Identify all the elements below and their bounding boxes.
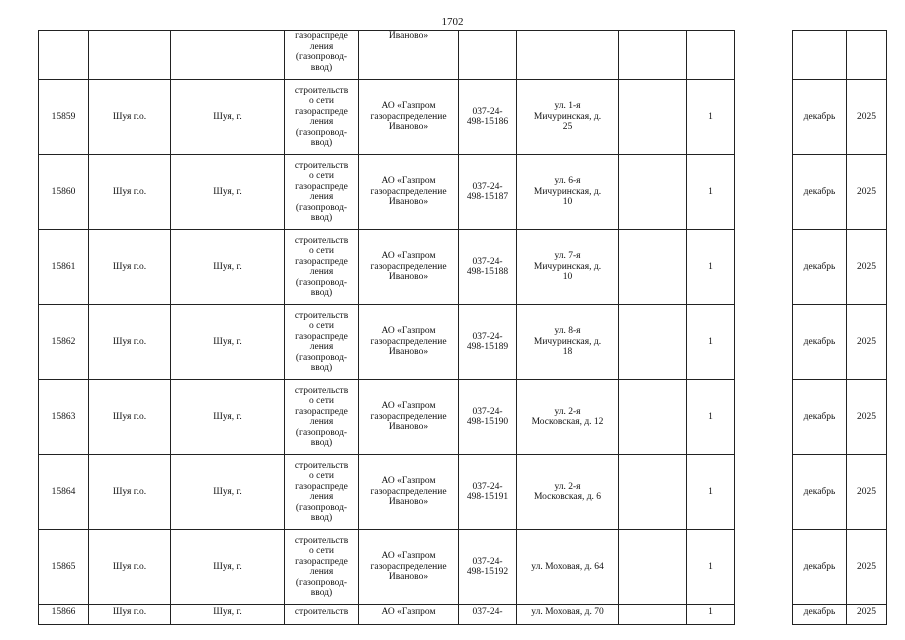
blank-cell xyxy=(619,80,687,155)
month-cell: декабрь xyxy=(793,530,847,605)
locality-cell: Шуя, г. xyxy=(171,380,285,455)
blank-cell xyxy=(619,230,687,305)
blank-cell xyxy=(735,230,793,305)
address-cell: ул. 2-я Московская, д. 12 xyxy=(517,380,619,455)
organization-cell: АО «Газпром газораспределение Иваново» xyxy=(359,230,459,305)
organization-cell: АО «Газпром газораспределение Иваново» xyxy=(359,530,459,605)
number-cell: 15862 xyxy=(39,305,89,380)
work-type-cell: строительств о сети газораспреде ления (газопровод- ввод) xyxy=(285,155,359,230)
blank-cell xyxy=(735,31,793,80)
code-cell: 037-24- 498-15188 xyxy=(459,230,517,305)
blank-cell xyxy=(619,455,687,530)
number-cell xyxy=(39,31,89,80)
organization-cell: Иваново» xyxy=(359,31,459,80)
year-cell: 2025 xyxy=(847,230,887,305)
work-type-cell: строительств о сети газораспреде ления (газопровод- ввод) xyxy=(285,305,359,380)
month-cell: декабрь xyxy=(793,380,847,455)
organization-cell: АО «Газпром газораспределение Иваново» xyxy=(359,380,459,455)
number-cell: 15863 xyxy=(39,380,89,455)
work-type-cell: строительств о сети газораспреде ления (газопровод- ввод) xyxy=(285,455,359,530)
district-cell: Шуя г.о. xyxy=(89,455,171,530)
blank-cell xyxy=(735,305,793,380)
locality-cell: Шуя, г. xyxy=(171,155,285,230)
locality-cell xyxy=(171,31,285,80)
district-cell: Шуя г.о. xyxy=(89,230,171,305)
locality-cell: Шуя, г. xyxy=(171,230,285,305)
quantity-cell: 1 xyxy=(687,530,735,605)
quantity-cell xyxy=(687,31,735,80)
month-cell: декабрь xyxy=(793,155,847,230)
organization-cell: АО «Газпром газораспределение Иваново» xyxy=(359,455,459,530)
address-cell: ул. 7-я Мичуринская, д. 10 xyxy=(517,230,619,305)
code-cell: 037-24- xyxy=(459,605,517,625)
table-row xyxy=(39,305,887,380)
locality-cell: Шуя, г. xyxy=(171,605,285,625)
code-cell: 037-24- 498-15191 xyxy=(459,455,517,530)
work-type-cell: строительств о сети газораспреде ления (газопровод- ввод) xyxy=(285,230,359,305)
address-cell: ул. 1-я Мичуринская, д. 25 xyxy=(517,80,619,155)
table-row xyxy=(39,155,887,230)
quantity-cell: 1 xyxy=(687,230,735,305)
number-cell: 15865 xyxy=(39,530,89,605)
district-cell: Шуя г.о. xyxy=(89,155,171,230)
blank-cell xyxy=(619,605,687,625)
year-cell: 2025 xyxy=(847,455,887,530)
work-type-cell: газораспреде ления (газопровод- ввод) xyxy=(285,31,359,80)
address-cell: ул. 2-я Московская, д. 6 xyxy=(517,455,619,530)
code-cell: 037-24- 498-15190 xyxy=(459,380,517,455)
district-cell: Шуя г.о. xyxy=(89,305,171,380)
table-row xyxy=(39,530,887,605)
district-cell: Шуя г.о. xyxy=(89,530,171,605)
year-cell: 2025 xyxy=(847,530,887,605)
quantity-cell: 1 xyxy=(687,155,735,230)
organization-cell: АО «Газпром газораспределение Иваново» xyxy=(359,155,459,230)
number-cell: 15860 xyxy=(39,155,89,230)
quantity-cell: 1 xyxy=(687,380,735,455)
table-row xyxy=(39,80,887,155)
blank-cell xyxy=(619,380,687,455)
locality-cell: Шуя, г. xyxy=(171,455,285,530)
code-cell: 037-24- 498-15189 xyxy=(459,305,517,380)
month-cell: декабрь xyxy=(793,455,847,530)
table-body xyxy=(39,31,887,625)
address-cell: ул. 6-я Мичуринская, д. 10 xyxy=(517,155,619,230)
month-cell: декабрь xyxy=(793,80,847,155)
quantity-cell: 1 xyxy=(687,80,735,155)
locality-cell: Шуя, г. xyxy=(171,530,285,605)
number-cell: 15866 xyxy=(39,605,89,625)
table-row xyxy=(39,455,887,530)
work-type-cell: строительств xyxy=(285,605,359,625)
year-cell: 2025 xyxy=(847,80,887,155)
month-cell: декабрь xyxy=(793,605,847,625)
year-cell: 2025 xyxy=(847,380,887,455)
year-cell xyxy=(847,31,887,80)
year-cell: 2025 xyxy=(847,605,887,625)
blank-cell xyxy=(735,80,793,155)
month-cell: декабрь xyxy=(793,305,847,380)
blank-cell xyxy=(735,605,793,625)
blank-cell xyxy=(735,530,793,605)
month-cell: декабрь xyxy=(793,230,847,305)
table-row xyxy=(39,605,887,625)
district-cell: Шуя г.о. xyxy=(89,380,171,455)
work-type-cell: строительств о сети газораспреде ления (газопровод- ввод) xyxy=(285,530,359,605)
code-cell: 037-24- 498-15192 xyxy=(459,530,517,605)
locality-cell: Шуя, г. xyxy=(171,305,285,380)
quantity-cell: 1 xyxy=(687,605,735,625)
table-row xyxy=(39,230,887,305)
gas-connections-table xyxy=(38,30,887,625)
year-cell: 2025 xyxy=(847,305,887,380)
number-cell: 15861 xyxy=(39,230,89,305)
district-cell xyxy=(89,31,171,80)
locality-cell: Шуя, г. xyxy=(171,80,285,155)
blank-cell xyxy=(735,155,793,230)
blank-cell xyxy=(735,380,793,455)
number-cell: 15864 xyxy=(39,455,89,530)
year-cell: 2025 xyxy=(847,155,887,230)
work-type-cell: строительств о сети газораспреде ления (газопровод- ввод) xyxy=(285,80,359,155)
code-cell: 037-24- 498-15186 xyxy=(459,80,517,155)
district-cell: Шуя г.о. xyxy=(89,80,171,155)
organization-cell: АО «Газпром xyxy=(359,605,459,625)
number-cell: 15859 xyxy=(39,80,89,155)
address-cell: ул. 8-я Мичуринская, д. 18 xyxy=(517,305,619,380)
page-number: 1702 xyxy=(441,16,464,28)
organization-cell: АО «Газпром газораспределение Иваново» xyxy=(359,80,459,155)
table-row xyxy=(39,380,887,455)
quantity-cell: 1 xyxy=(687,305,735,380)
blank-cell xyxy=(619,530,687,605)
blank-cell xyxy=(619,31,687,80)
quantity-cell: 1 xyxy=(687,455,735,530)
month-cell xyxy=(793,31,847,80)
blank-cell xyxy=(619,305,687,380)
address-cell xyxy=(517,31,619,80)
address-cell: ул. Моховая, д. 64 xyxy=(517,530,619,605)
district-cell: Шуя г.о. xyxy=(89,605,171,625)
code-cell xyxy=(459,31,517,80)
address-cell: ул. Моховая, д. 70 xyxy=(517,605,619,625)
blank-cell xyxy=(619,155,687,230)
organization-cell: АО «Газпром газораспределение Иваново» xyxy=(359,305,459,380)
code-cell: 037-24- 498-15187 xyxy=(459,155,517,230)
table-row-continuation xyxy=(39,31,887,80)
work-type-cell: строительств о сети газораспреде ления (газопровод- ввод) xyxy=(285,380,359,455)
blank-cell xyxy=(735,455,793,530)
